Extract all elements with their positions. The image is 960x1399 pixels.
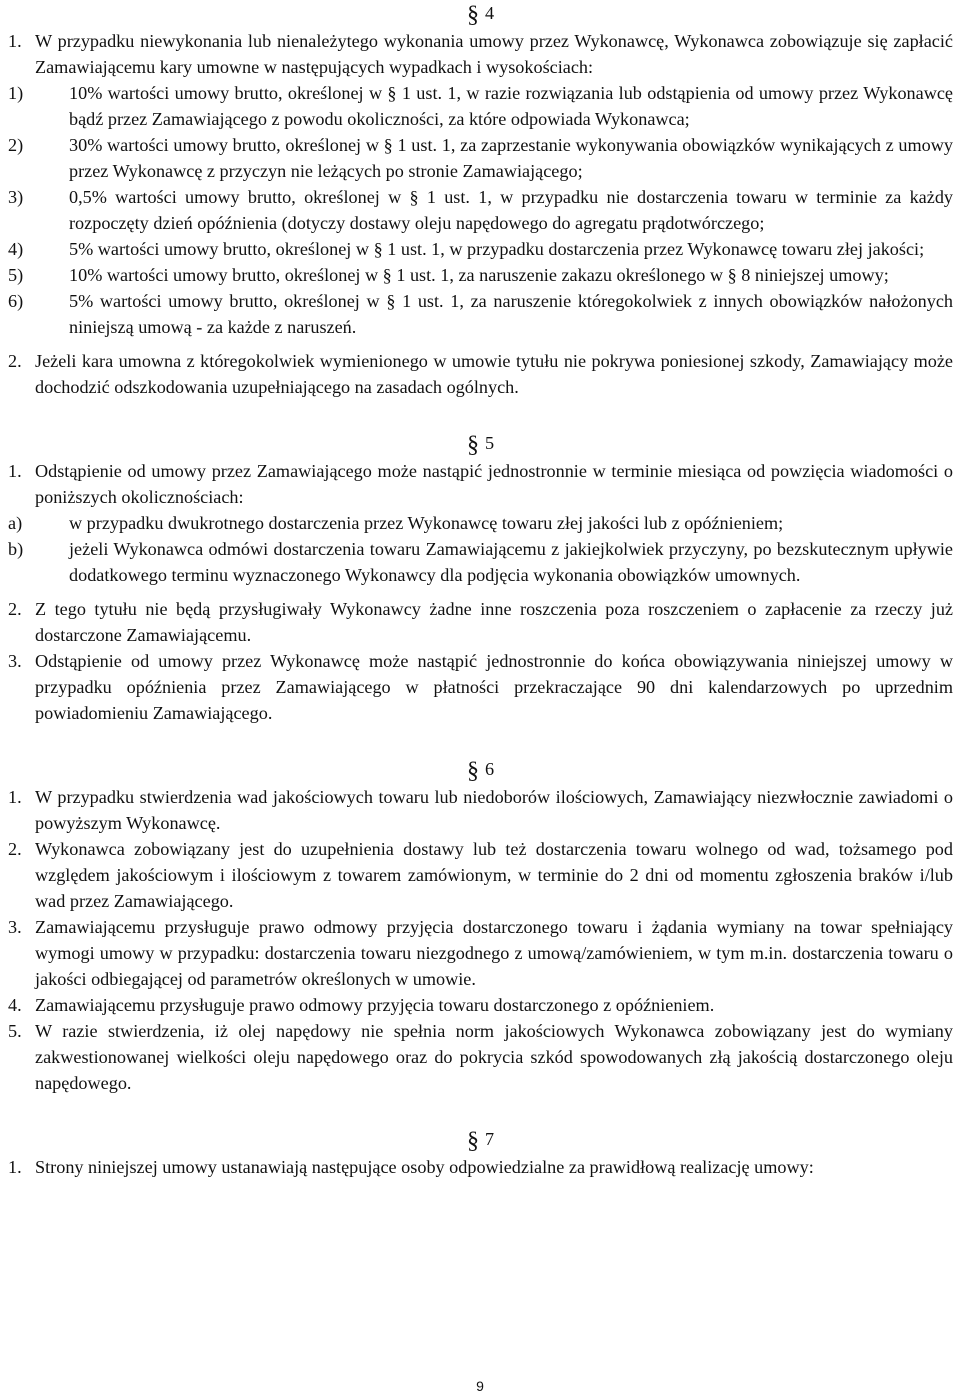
- paragraph-text: Odstąpienie od umowy przez Zamawiającego może nastąpić jednostronnie w terminie miesiąca od powzięcia wiadomości o poniższych okolicznościach:: [35, 461, 953, 507]
- section-heading: § 7: [466, 1128, 495, 1154]
- paragraph: 1. W przypadku niewykonania lub nienależytego wykonania umowy przez Wykonawcę, Wykonawca zobowiązuje się zapłacić Zamawiającemu kary umowne w następujących wypadkach i wysokościach:: [8, 31, 953, 77]
- list-item: 2) 30% wartości umowy brutto, określonej w § 1 ust. 1, za zaprzestanie wykonywania obowiązków wynikających z umowy przez Wykonawcę z przyczyn nie leżących po stronie Zamawiającego;: [8, 135, 953, 181]
- list-item: 4) 5% wartości umowy brutto, określonej w § 1 ust. 1, w przypadku dostarczenia przez Wykonawcę towaru złej jakości;: [8, 239, 925, 259]
- paragraph-text: W razie stwierdzenia, iż olej napędowy nie spełnia norm jakościowych Wykonawca zobowiązany jest do wymiany zakwestionowanej wielkości oleju napędowego oraz do pokrycia szkód spowodowanych złą jakością dostarczonego oleju napędowego.: [35, 1021, 953, 1093]
- section-7: [8, 1126, 953, 1180]
- paragraph: 1. Odstąpienie od umowy przez Zamawiającego może nastąpić jednostronnie w terminie miesiąca od powzięcia wiadomości o poniższych okolicznościach:: [8, 461, 953, 507]
- paragraph-text: W przypadku niewykonania lub nienależytego wykonania umowy przez Wykonawcę, Wykonawca zobowiązuje się zapłacić Zamawiającemu kary umowne w następujących wypadkach i wysokościach:: [35, 31, 953, 77]
- list-item: b) jeżeli Wykonawca odmówi dostarczenia towaru Zamawiającemu z jakiejkolwiek przyczyny, po bezskutecznym upływie dodatkowego terminu wyznaczonego Wykonawcy dla podjęcia wykonania obowiązków umownych.: [8, 539, 953, 585]
- paragraph-text: Jeżeli kara umowna z któregokolwiek wymienionego w umowie tytułu nie pokrywa poniesionej szkody, Zamawiający może dochodzić odszkodowania uzupełniającego na zasadach ogólnych.: [35, 351, 953, 397]
- paragraph-text: Strony niniejszej umowy ustanawiają następujące osoby odpowiedzialne za prawidłową realizację umowy:: [35, 1157, 814, 1177]
- section-heading: § 6: [466, 758, 495, 784]
- paragraph: 5. W razie stwierdzenia, iż olej napędowy nie spełnia norm jakościowych Wykonawca zobowiązany jest do wymiany zakwestionowanej wielkości oleju napędowego oraz do pokrycia szkód spowodowanych złą jakością dostarczonego oleju napędowego.: [8, 1021, 953, 1093]
- paragraph: 2. Z tego tytułu nie będą przysługiwały Wykonawcy żadne inne roszczenia poza roszczeniem o zapłacenie za rzeczy już dostarczone Zamawiającemu.: [8, 599, 953, 645]
- paragraph-text: Odstąpienie od umowy przez Wykonawcę może nastąpić jednostronnie do końca obowiązywania niniejszej umowy w przypadku opóźnienia przez Zamawiającego w płatności przekraczające 90 dni kalendarzowych po uprzednim powiadomieniu Zamawiającego.: [35, 651, 953, 723]
- list-item: 1) 10% wartości umowy brutto, określonej w § 1 ust. 1, w razie rozwiązania lub odstąpienia od umowy przez Wykonawcę bądź przez Zamawiającego z powodu okoliczności, za które odpowiada Wykonawca;: [8, 83, 953, 129]
- paragraph: 3. Odstąpienie od umowy przez Wykonawcę może nastąpić jednostronnie do końca obowiązywania niniejszej umowy w przypadku opóźnienia przez Zamawiającego w płatności przekraczające 90 dni kalendarzowych po uprzednim powiadomieniu Zamawiającego.: [8, 651, 953, 723]
- paragraph-text: Zamawiającemu przysługuje prawo odmowy przyjęcia dostarczonego towaru i żądania wymiany na towar spełniający wymogi umowy w przypadku: dostarczenia towaru niezgodnego z umową/zamówieniem, w tym m.in. dostarczenia towaru o jakości odbiegającej od parametrów określonych w umowie.: [35, 917, 953, 989]
- paragraph-text: Z tego tytułu nie będą przysługiwały Wykonawcy żadne inne roszczenia poza roszczeniem o zapłacenie za rzeczy już dostarczone Zamawiającemu.: [35, 599, 953, 645]
- paragraph: 2. Wykonawca zobowiązany jest do uzupełnienia dostawy lub też dostarczenia towaru wolnego od wad, tożsamego pod względem jakościowym i ilościowym z towarem zamówionym, w terminie do 2 dni od momentu zgłoszenia braków i/lub wad przez Zamawiającego.: [8, 839, 953, 911]
- list-item: 3) 0,5% wartości umowy brutto, określonej w § 1 ust. 1, w przypadku nie dostarczenia towaru w terminie za każdy rozpoczęty dzień opóźnienia (dotyczy dostawy oleju napędowego do agregatu prądotwórczego;: [8, 187, 953, 233]
- paragraph: 1. Strony niniejszej umowy ustanawiają następujące osoby odpowiedzialne za prawidłową realizację umowy:: [8, 1157, 814, 1177]
- page-number: 9: [476, 1378, 484, 1394]
- section-heading: § 5: [466, 432, 495, 458]
- paragraph: 2. Jeżeli kara umowna z któregokolwiek wymienionego w umowie tytułu nie pokrywa poniesionej szkody, Zamawiający może dochodzić odszkodowania uzupełniającego na zasadach ogólnych.: [8, 351, 953, 397]
- paragraph: 3. Zamawiającemu przysługuje prawo odmowy przyjęcia dostarczonego towaru i żądania wymiany na towar spełniający wymogi umowy w przypadku: dostarczenia towaru niezgodnego z umową/zamówieniem, w tym m.in. dostarczenia towaru o jakości odbiegającej od parametrów określonych w umowie.: [8, 917, 953, 989]
- paragraph: 4. Zamawiającemu przysługuje prawo odmowy przyjęcia towaru dostarczonego z opóźnieniem.: [8, 995, 715, 1015]
- section-4: [8, 0, 953, 400]
- list-item: 6) 5% wartości umowy brutto, określonej w § 1 ust. 1, za naruszenie któregokolwiek z innych obowiązków nałożonych niniejszą umową - za każde z naruszeń.: [8, 291, 953, 337]
- section-6: [8, 756, 953, 1096]
- paragraph-text: W przypadku stwierdzenia wad jakościowych towaru lub niedoborów ilościowych, Zamawiający niezwłocznie zawiadomi o powyższym Wykonawcę.: [35, 787, 953, 833]
- list-item: 5) 10% wartości umowy brutto, określonej w § 1 ust. 1, za naruszenie zakazu określonego w § 8 niniejszej umowy;: [8, 265, 889, 285]
- paragraph-text: Zamawiającemu przysługuje prawo odmowy przyjęcia towaru dostarczonego z opóźnieniem.: [35, 995, 715, 1015]
- document-page: [8, 0, 953, 1180]
- paragraph-text: Wykonawca zobowiązany jest do uzupełnienia dostawy lub też dostarczenia towaru wolnego od wad, tożsamego pod względem jakościowym i ilościowym z towarem zamówionym, w terminie do 2 dni od momentu zgłoszenia braków i/lub wad przez Zamawiającego.: [35, 839, 953, 911]
- section-heading: § 4: [466, 2, 495, 28]
- section-5: [8, 430, 953, 726]
- paragraph: 1. W przypadku stwierdzenia wad jakościowych towaru lub niedoborów ilościowych, Zamawiający niezwłocznie zawiadomi o powyższym Wykonawcę.: [8, 787, 953, 833]
- list-item: a) w przypadku dwukrotnego dostarczenia przez Wykonawcę towaru złej jakości lub z opóźnieniem;: [8, 513, 784, 533]
